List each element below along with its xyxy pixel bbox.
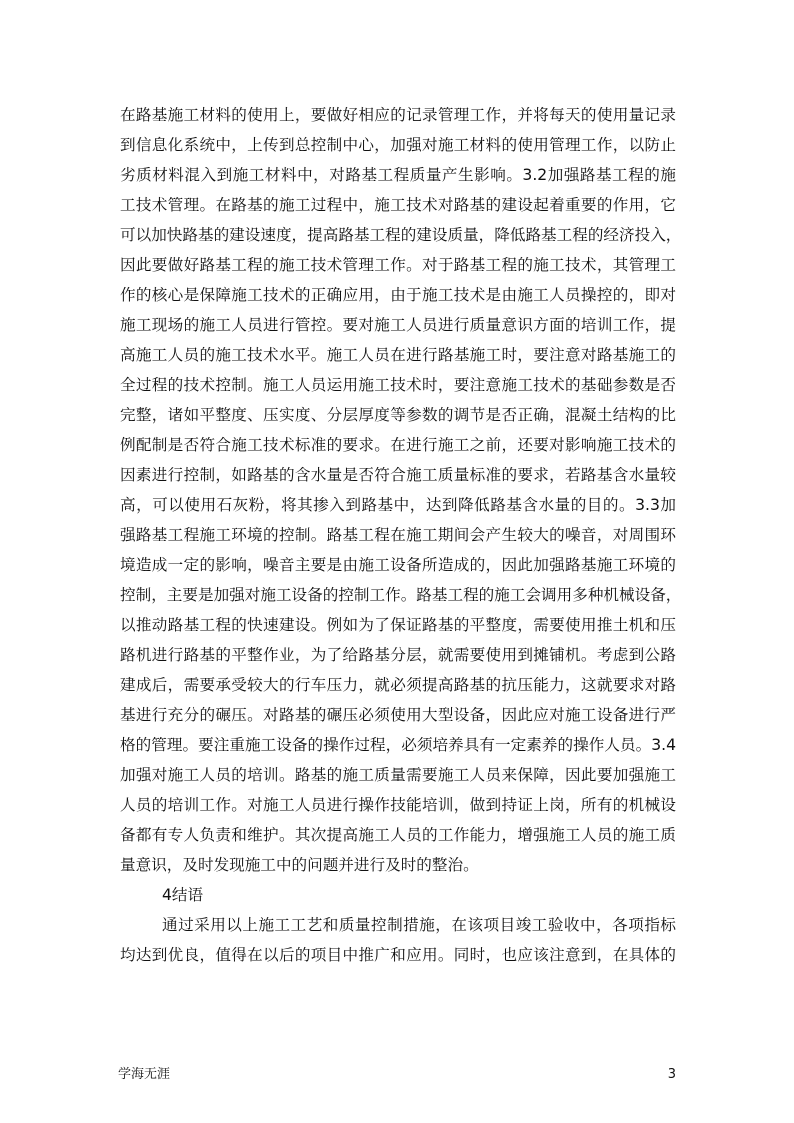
paragraph-line: 格的管理。要注重施工设备的操作过程，必须培养具有一定素养的操作人员。3.4 — [120, 736, 676, 754]
paragraph-line: 全过程的技术控制。施工人员运用施工技术时，要注意施工技术的基础参数是否 — [120, 376, 676, 394]
paragraph-line: 以推动路基工程的快速建设。例如为了保证路基的平整度，需要使用推土机和压 — [120, 616, 676, 634]
paragraph-line: 控制，主要是加强对施工设备的控制工作。路基工程的施工会调用多种机械设备， — [120, 586, 682, 604]
paragraph-line: 高施工人员的施工技术水平。施工人员在进行路基施工时，要注意对路基施工的 — [120, 346, 676, 364]
paragraph-line: 例配制是否符合施工技术标准的要求。在进行施工之前，还要对影响施工技术的 — [120, 436, 676, 454]
paragraph-line: 完整，诸如平整度、压实度、分层厚度等参数的调节是否正确，混凝土结构的比 — [120, 406, 676, 424]
paragraph-line: 劣质材料混入到施工材料中，对路基工程质量产生影响。3.2加强路基工程的施 — [120, 166, 676, 184]
paragraph-line: 高，可以使用石灰粉，将其掺入到路基中，达到降低路基含水量的目的。3.3加 — [120, 496, 676, 514]
body-text — [120, 100, 682, 970]
paragraph-line: 作的核心是保障施工技术的正确应用，由于施工技术是由施工人员操控的，即对 — [120, 286, 676, 304]
conclusion-line: 通过采用以上施工工艺和质量控制措施，在该项目竣工验收中，各项指标 — [162, 916, 676, 934]
footer-text: 学海无涯 — [118, 1067, 171, 1082]
paragraph-line: 可以加快路基的建设速度，提高路基工程的建设质量，降低路基工程的经济投入， — [120, 226, 682, 244]
paragraph-line: 在路基施工材料的使用上，要做好相应的记录管理工作，并将每天的使用量记录 — [120, 106, 676, 124]
paragraph-line: 到信息化系统中，上传到总控制中心，加强对施工材料的使用管理工作，以防止 — [120, 136, 676, 154]
paragraph-line: 人员的培训工作。对施工人员进行操作技能培训，做到持证上岗，所有的机械设 — [120, 796, 676, 814]
paragraph-line: 加强对施工人员的培训。路基的施工质量需要施工人员来保障，因此要加强施工 — [120, 766, 676, 784]
paragraph-line: 因此要做好路基工程的施工技术管理工作。对于路基工程的施工技术，其管理工 — [120, 256, 676, 274]
paragraph-line: 强路基工程施工环境的控制。路基工程在施工期间会产生较大的噪音，对周围环 — [120, 526, 676, 544]
paragraph-line: 备都有专人负责和维护。其次提高施工人员的工作能力，增强施工人员的施工质 — [120, 826, 676, 844]
section-heading: 4结语 — [162, 886, 204, 904]
conclusion-line: 均达到优良，值得在以后的项目中推广和应用。同时，也应该注意到，在具体的 — [120, 946, 676, 964]
paragraph-line: 建成后，需要承受较大的行车压力，就必须提高路基的抗压能力，这就要求对路 — [120, 676, 676, 694]
paragraph-line: 工技术管理。在路基的施工过程中，施工技术对路基的建设起着重要的作用，它 — [120, 196, 676, 214]
paragraph-line: 施工现场的施工人员进行管控。要对施工人员进行质量意识方面的培训工作，提 — [120, 316, 676, 334]
paragraph-line: 因素进行控制，如路基的含水量是否符合施工质量标准的要求，若路基含水量较 — [120, 466, 676, 484]
paragraph-line: 境造成一定的影响，噪音主要是由施工设备所造成的，因此加强路基施工环境的 — [120, 556, 676, 574]
paragraph-line: 基进行充分的碾压。对路基的碾压必须使用大型设备，因此应对施工设备进行严 — [120, 706, 676, 724]
page-number: 3 — [667, 1067, 676, 1082]
paragraph-line: 路机进行路基的平整作业，为了给路基分层，就需要使用到摊铺机。考虑到公路 — [120, 646, 676, 664]
paragraph-line: 量意识，及时发现施工中的问题并进行及时的整治。 — [120, 856, 479, 874]
